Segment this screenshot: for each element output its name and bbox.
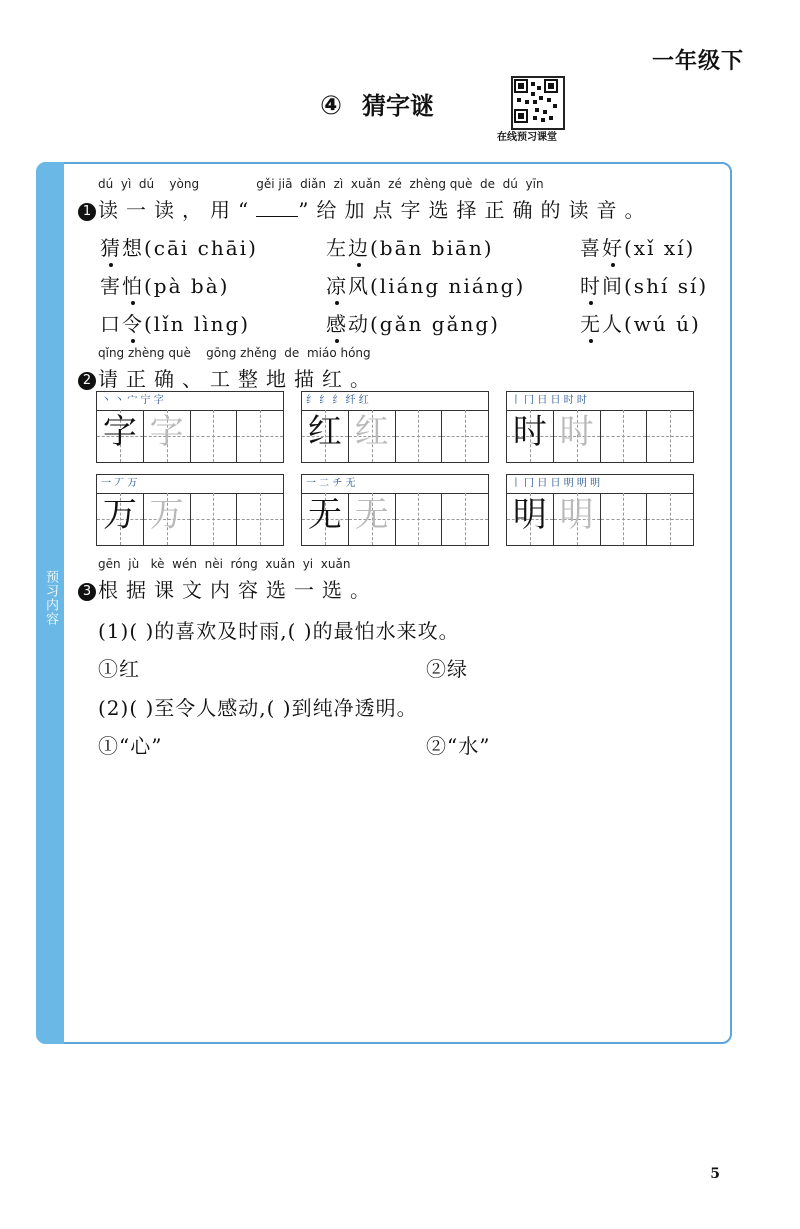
model-char: 明 [512,495,547,535]
model-char: 字 [102,412,137,452]
plain-char: 口 [100,312,122,336]
lesson-title-text: 猜字谜 [362,92,435,120]
pinyin-options: (wú ú) [624,312,701,336]
plain-char: 左 [326,236,348,260]
writing-cell[interactable] [507,493,554,545]
qr-code-icon[interactable] [511,76,565,130]
lesson-header [0,84,800,124]
q1-item [580,232,695,261]
model-char: 时 [512,412,547,452]
model-char: 万 [102,495,137,535]
trace-char: 时 [559,412,594,452]
model-char: 红 [307,412,342,452]
writing-cell[interactable] [507,410,554,462]
tracing-grid [506,474,694,546]
q1-item [580,308,701,337]
plain-char: 想 [122,236,144,260]
q1-pinyin: dú yì dú yòng gěi jiā diǎn zì xuǎn zé zhèng què de dú yīn [98,177,544,191]
tracing-grid [96,474,284,546]
writing-cell[interactable] [554,493,601,545]
dotted-char: 边 [348,236,370,260]
q1-item [580,270,708,299]
q3-option-1a[interactable]: ①红 [98,657,140,681]
writing-cell[interactable] [191,410,238,462]
plain-char: 风 [348,274,370,298]
sidebar-label: 预习内容 [43,570,58,626]
tracing-grid [96,391,284,463]
plain-char: 动 [348,312,370,336]
q1-prompt [78,194,652,223]
dotted-char: 好 [602,236,624,260]
tracing-grid [301,391,489,463]
q1-item [326,308,500,337]
q1-text-b: ”给加点字选择正确的读音。 [298,198,653,222]
q3-question-1: (1)( )的喜欢及时雨,( )的最怕水来攻。 [98,619,460,643]
q3-text: 根据课文内容选一选。 [98,578,378,602]
q3-prompt [78,574,378,603]
writing-cell[interactable] [554,410,601,462]
dotted-char: 怕 [122,274,144,298]
plain-char: 害 [100,274,122,298]
plain-char: 间 [602,274,624,298]
writing-cell[interactable] [349,410,396,462]
q2-text: 请正确、工整地描红。 [98,367,378,391]
writing-cell[interactable] [97,410,144,462]
dotted-char: 无 [580,312,602,336]
pinyin-options: (pà bà) [144,274,230,298]
q3-option-1b[interactable]: ②绿 [426,657,468,681]
writing-cell[interactable] [396,410,443,462]
stroke-order: 丨 冂 日 日 时 时 [507,392,693,411]
dotted-char: 猜 [100,236,122,260]
pinyin-options: (lǐn lìng) [144,312,251,336]
stroke-order: 一 二 チ 无 [302,475,488,494]
q1-item [100,232,258,261]
writing-cell[interactable] [442,410,488,462]
model-char: 无 [307,495,342,535]
pinyin-options: (shí sí) [624,274,709,298]
writing-cell[interactable] [601,493,648,545]
pinyin-options: (xǐ xí) [624,236,696,260]
pinyin-options: (cāi chāi) [144,236,258,260]
tracing-grid [301,474,489,546]
q3-option-2b[interactable]: ②“水” [426,734,491,758]
writing-cell[interactable] [647,410,693,462]
stroke-order: 一 丆 万 [97,475,283,494]
trace-char: 字 [149,412,184,452]
writing-cell[interactable] [349,493,396,545]
plain-char: 人 [602,312,624,336]
writing-cell[interactable] [144,493,191,545]
q3-question-2: (2)( )至令人感动,( )到纯净透明。 [98,696,418,720]
stroke-order: 丶 丶 宀 宁 字 [97,392,283,411]
writing-cell[interactable] [601,410,648,462]
q2-number: 2 [78,372,96,390]
pinyin-options: (bān biān) [370,236,494,260]
writing-cell[interactable] [144,410,191,462]
page-number: 5 [710,1166,720,1182]
trace-char: 红 [354,412,389,452]
stroke-order: 纟 纟 纟 纤 红 [302,392,488,411]
q1-number: 1 [78,203,96,221]
q1-item [326,270,525,299]
trace-char: 无 [354,495,389,535]
pinyin-options: (gǎn gǎng) [370,312,500,336]
writing-cell[interactable] [442,493,488,545]
q1-item [100,308,250,337]
lesson-number: ④ [320,91,343,121]
q2-pinyin: qǐng zhèng què gōng zhěng de miáo hóng [98,346,371,360]
q1-item [326,232,494,261]
q3-option-2a[interactable]: ①“心” [98,734,163,758]
page-title [320,86,434,121]
trace-char: 明 [559,495,594,535]
q3-pinyin: gēn jù kè wén nèi róng xuǎn yi xuǎn [98,557,351,571]
pinyin-options: (liáng niáng) [370,274,526,298]
stroke-order: 丨 冂 日 日 明 明 明 [507,475,693,494]
writing-cell[interactable] [647,493,693,545]
q3-number: 3 [78,583,96,601]
dotted-char: 凉 [326,274,348,298]
writing-cell[interactable] [191,493,238,545]
q1-item [100,270,229,299]
q1-blank [256,216,298,217]
q1-text-a: 读一读，用“ [98,198,257,222]
dotted-char: 时 [580,274,602,298]
trace-char: 万 [149,495,184,535]
dotted-char: 令 [122,312,144,336]
writing-cell[interactable] [237,493,283,545]
tracing-grid [506,391,694,463]
writing-cell[interactable] [396,493,443,545]
writing-cell[interactable] [97,493,144,545]
qr-caption: 在线预习课堂 [497,132,557,143]
q2-prompt [78,363,378,392]
writing-cell[interactable] [237,410,283,462]
plain-char: 喜 [580,236,602,260]
writing-cell[interactable] [302,493,349,545]
writing-cell[interactable] [302,410,349,462]
dotted-char: 感 [326,312,348,336]
grade-label: 一年级下 [651,49,744,74]
